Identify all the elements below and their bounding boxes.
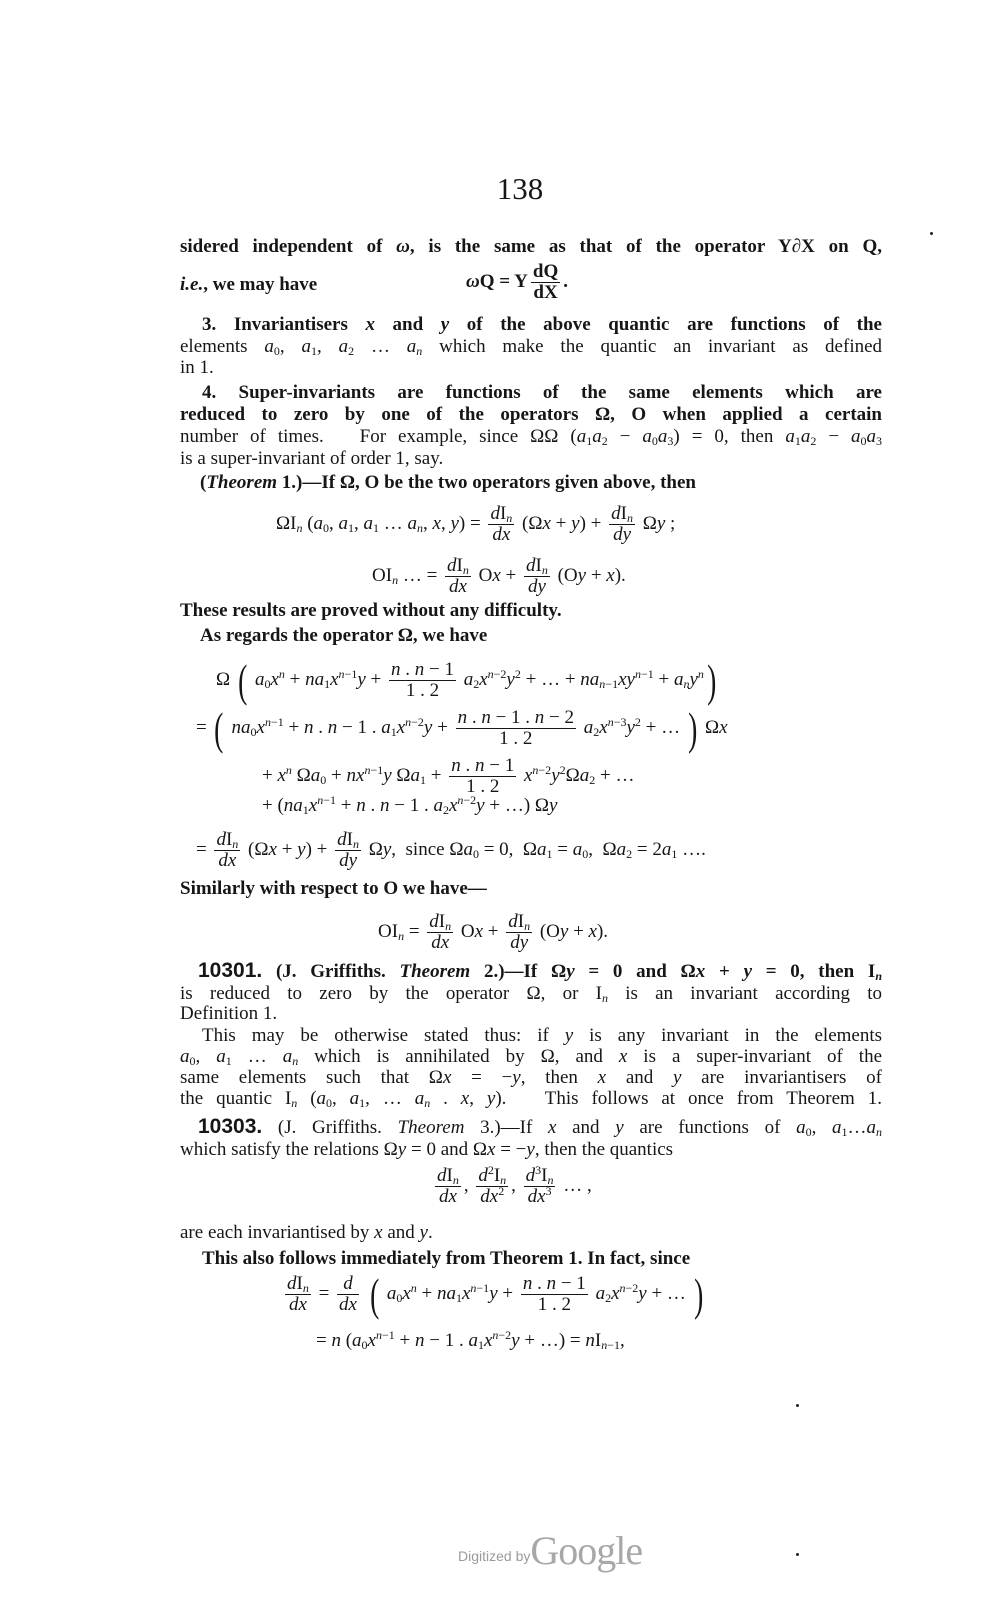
text-proved: These results are proved without any difficulty. [180, 600, 562, 621]
equation-derivative: $\frac{dI_n}{dx}$ = $\frac{d}{dx}$ ( $a_0x^n + na_1x^{n-1}y$ + $\frac{n . n - 1}{1 . 2}$ $a_2x^{n-2}y$ + … ) [287, 1268, 703, 1320]
paragraph-4-line-4: is a super-invariant of order 1, say. [180, 448, 444, 469]
text-also: This also follows immediately from Theorem 1. In fact, since [202, 1248, 691, 1269]
page-number: 138 [496, 171, 544, 206]
text-each: are each invariantised by x and y. [180, 1222, 433, 1243]
otherwise-line-1: This may be otherwise stated thus: if y is any invariant in the elements [202, 1025, 883, 1046]
paragraph-4-line-3: number of times. For example, since ΩΩ $(a_1a_2 - a_0a_3) = 0$, then $a_1a_2 - a_0a_3$ [180, 426, 883, 448]
otherwise-line-4: the quantic $I_n$ ($a_0$, $a_1$, … $a_n$ . x, y). This follows at once from Theorem 1. [180, 1088, 882, 1110]
problem-10301-line-3: Definition 1. [180, 1003, 278, 1024]
equation-omega-q: ωQ = Y $\frac{dQ}{dX}$ . [466, 261, 568, 303]
paragraph-4-line-1: 4. Super-invariants are functions of the same elements which are [202, 382, 882, 403]
text-line-1: sidered independent of ω, is the same as that of the operator Y∂X on Q, [180, 236, 882, 257]
derivation-line-2: = ( $na_0x^{n-1} + n$ . n − 1 . $a_1x^{n-2}y$ + $\frac{n . n - 1 . n - 2}{1 . 2}$ $a_2x^{n-3}y^2$ + … ) Ωx [196, 702, 728, 754]
scan-speck [930, 232, 933, 235]
equation-quantics: $\frac{dI_n}{dx}$ , $\frac{d^2I_n}{dx^2}$ , $\frac{d^3I_n}{dx^3}$ … , [437, 1163, 592, 1207]
derivation-line-1: Ω ( $a_0x^n + na_1x^{n-1}y$ + $\frac{n . n - 1}{1 . 2}$ $a_2x^{n-2}y^2$ + … + $na_{n-1}xy^{n-1} + a_ny^n$) [216, 654, 717, 706]
equation-O-In: $OI_n$ … = $\frac{dI_n}{dx}$ Ox + $\frac{dI_n}{dy}$ (Oy + x). [372, 555, 626, 597]
scan-speck [796, 1553, 799, 1556]
digitized-by-google-watermark: Digitized byGoogle [458, 1528, 643, 1573]
equation-O-In-final: $OI_n$ = $\frac{dI_n}{dx}$ Ox + $\frac{dI_n}{dy}$ (Oy + x). [378, 911, 609, 953]
equation-omega-In: $\Omega I_n$ ($a_0$, $a_1$, $a_1$ … $a_n$, x, y) = $\frac{dI_n}{dx}$ (Ωx + y) + $\frac{dI_n}{dy}$ Ωy ; [276, 503, 676, 545]
problem-10301-line-2: is reduced to zero by the operator Ω, or $I_n$ is an invariant according to [180, 983, 882, 1005]
paragraph-3-line-3: in 1. [180, 357, 214, 378]
derivation-line-3: + $x^n$ $\Omega a_0 + nx^{n-1}y$ $\Omega a_1$ + $\frac{n . n - 1}{1 . 2}$ $x^{n-2}y^2\Omega a_2$ + … [262, 755, 635, 797]
otherwise-line-2: $a_0$, $a_1$ … $a_n$ which is annihilated by Ω, and x is a super-invariant of the [180, 1046, 883, 1068]
scan-speck [796, 1404, 799, 1407]
problem-10303-line-1: 10303. (J. Griffiths. Theorem 3.)—If x and y are functions of $a_0$, $a_1\dots a_n$ [198, 1115, 883, 1139]
text-similarly: Similarly with respect to O we have— [180, 878, 487, 899]
otherwise-line-3: same elements such that Ωx = −y, then x and y are invariantisers of [180, 1067, 883, 1088]
problem-10301-line-1: 10301. (J. Griffiths. Theorem 2.)—If Ωy = 0 and Ωx + y = 0, then $I_n$ [198, 959, 882, 983]
equation-result: = n ($a_0x^{n-1} + n - 1$ . $a_1x^{n-2}y$ + …) = $nI_{n-1}$, [316, 1328, 625, 1352]
paragraph-3-line-2: elements $a_0$, $a_1$, $a_2$ … $a_n$ which make the quantic an invariant as defined [180, 336, 883, 358]
derivation-line-4: + ($na_1x^{n-1} + n$ . n − 1 . $a_2x^{n-2}y$ + …) Ωy [262, 793, 558, 817]
problem-10303-line-2: which satisfy the relations Ωy = 0 and Ωx = −y, then the quantics [180, 1139, 674, 1160]
paragraph-4-line-2: reduced to zero by one of the operators Ω, O when applied a certain [180, 404, 882, 425]
text-line-ie: i.e., we may have [180, 274, 318, 295]
paragraph-3-line-1: 3. Invariantisers x and y of the above quantic are functions of the [202, 314, 882, 335]
theorem-1-statement: (Theorem 1.)—If Ω, O be the two operators given above, then [200, 472, 696, 493]
derivation-line-5: = $\frac{dI_n}{dx}$ (Ωx + y) + $\frac{dI_n}{dy}$ Ωy, since $\Omega a_0 = 0$, $\Omega a_1 = a_0$, $\Omega a_2 = 2a_1$ …. [196, 829, 706, 871]
text-regards: As regards the operator Ω, we have [200, 625, 488, 646]
